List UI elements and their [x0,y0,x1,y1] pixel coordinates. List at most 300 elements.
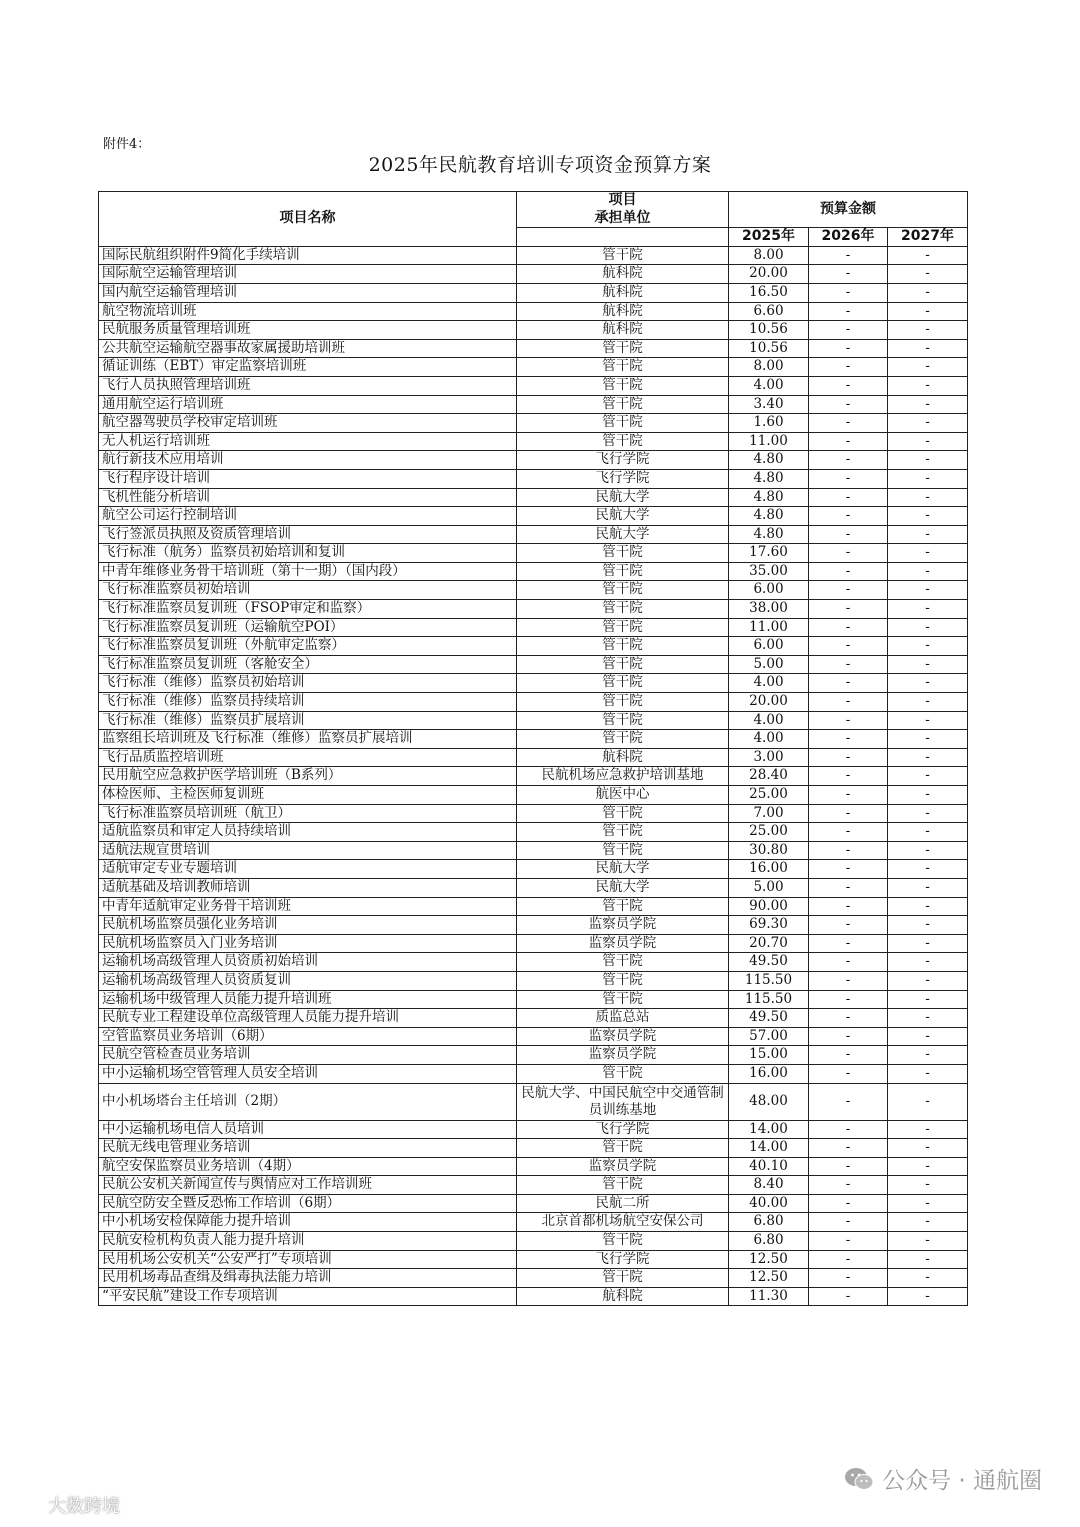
cell-project-name: 运输机场中级管理人员能力提升培训班 [99,990,517,1009]
table-row [99,321,968,340]
cell-budget-2027: - [888,414,968,433]
cell-budget-2026: - [809,376,888,395]
cell-undertaking-unit: 管干院 [517,1139,729,1158]
cell-budget-2027: - [888,1194,968,1213]
cell-project-name: 飞行标准监察员初始培训 [99,581,517,600]
cell-project-name: 监察组长培训班及飞行标准（维修）监察员扩展培训 [99,730,517,749]
cell-undertaking-unit: 管干院 [517,376,729,395]
cell-budget-2025: 40.00 [729,1194,809,1213]
cell-budget-2026: - [809,897,888,916]
cell-project-name: 飞行签派员执照及资质管理培训 [99,525,517,544]
cell-project-name: 运输机场高级管理人员资质复训 [99,971,517,990]
cell-budget-2025: 11.00 [729,432,809,451]
cell-undertaking-unit: 管干院 [517,637,729,656]
cell-undertaking-unit: 北京首都机场航空安保公司 [517,1213,729,1232]
cell-budget-2025: 5.00 [729,878,809,897]
cell-project-name: 航空器驾驶员学校审定培训班 [99,414,517,433]
cell-project-name: 飞行标准（维修）监察员持续培训 [99,693,517,712]
table-row [99,246,968,265]
cell-budget-2025: 8.40 [729,1176,809,1195]
cell-project-name: 航空安保监察员业务培训（4期） [99,1157,517,1176]
cell-budget-2026: - [809,1269,888,1288]
header-year-2026: 2026年 [809,228,888,247]
cell-budget-2025: 49.50 [729,953,809,972]
cell-project-name: 适航审定专业专题培训 [99,860,517,879]
cell-budget-2025: 57.00 [729,1027,809,1046]
cell-undertaking-unit: 监察员学院 [517,1157,729,1176]
table-row [99,934,968,953]
document-title: 2025年民航教育培训专项资金预算方案 [368,154,712,176]
table-row [99,358,968,377]
cell-budget-2027: - [888,507,968,526]
table-row [99,1027,968,1046]
cell-undertaking-unit: 民航二所 [517,1194,729,1213]
watermark-wechat [844,1462,1042,1495]
cell-project-name: 民航服务质量管理培训班 [99,321,517,340]
table-row [99,432,968,451]
table-row [99,637,968,656]
cell-budget-2025: 1.60 [729,414,809,433]
cell-budget-2025: 7.00 [729,804,809,823]
table-row [99,1064,968,1083]
cell-budget-2025: 14.00 [729,1139,809,1158]
header-undertaking-unit [517,192,729,228]
cell-budget-2027: - [888,767,968,786]
cell-budget-2026: - [809,246,888,265]
watermark-weibo [8,1492,120,1518]
cell-project-name: 国际航空运输管理培训 [99,265,517,284]
cell-budget-2026: - [809,358,888,377]
cell-budget-2026: - [809,507,888,526]
cell-undertaking-unit: 航科院 [517,321,729,340]
cell-budget-2025: 4.80 [729,488,809,507]
cell-budget-2025: 25.00 [729,823,809,842]
cell-budget-2025: 16.00 [729,860,809,879]
cell-budget-2025: 12.50 [729,1269,809,1288]
cell-budget-2025: 10.56 [729,339,809,358]
cell-budget-2027: - [888,544,968,563]
cell-budget-2026: - [809,1287,888,1306]
cell-project-name: 中青年适航审定业务骨干培训班 [99,897,517,916]
table-row [99,302,968,321]
cell-budget-2025: 48.00 [729,1083,809,1120]
cell-project-name: 适航监察员和审定人员持续培训 [99,823,517,842]
cell-undertaking-unit: 管干院 [517,562,729,581]
cell-project-name: 无人机运行培训班 [99,432,517,451]
cell-undertaking-unit: 管干院 [517,1269,729,1288]
table-row [99,674,968,693]
cell-budget-2025: 20.70 [729,934,809,953]
cell-undertaking-unit: 管干院 [517,414,729,433]
cell-undertaking-unit: 管干院 [517,990,729,1009]
cell-budget-2027: - [888,730,968,749]
cell-budget-2027: - [888,600,968,619]
table-row [99,1250,968,1269]
cell-budget-2026: - [809,451,888,470]
cell-budget-2026: - [809,674,888,693]
cell-budget-2026: - [809,302,888,321]
cell-budget-2027: - [888,693,968,712]
cell-project-name: 飞行标准监察员复训班（外航审定监察） [99,637,517,656]
table-row [99,767,968,786]
cell-undertaking-unit: 管干院 [517,339,729,358]
cell-budget-2026: - [809,469,888,488]
cell-budget-2025: 28.40 [729,767,809,786]
cell-budget-2027: - [888,1176,968,1195]
cell-project-name: 飞行标准监察员复训班（FSOP审定和监察） [99,600,517,619]
table-row [99,581,968,600]
cell-budget-2027: - [888,823,968,842]
cell-project-name: 飞行程序设计培训 [99,469,517,488]
cell-undertaking-unit: 管干院 [517,711,729,730]
cell-project-name: 国际民航组织附件9简化手续培训 [99,246,517,265]
cell-budget-2025: 4.00 [729,674,809,693]
table-row [99,1157,968,1176]
cell-undertaking-unit: 航科院 [517,748,729,767]
table-row [99,1232,968,1251]
cell-project-name: 公共航空运输航空器事故家属援助培训班 [99,339,517,358]
cell-budget-2025: 90.00 [729,897,809,916]
cell-budget-2027: - [888,971,968,990]
cell-undertaking-unit: 管干院 [517,544,729,563]
cell-budget-2027: - [888,469,968,488]
header-unit-blank [517,228,729,247]
cell-undertaking-unit: 管干院 [517,1176,729,1195]
table-row [99,544,968,563]
table-row [99,804,968,823]
cell-undertaking-unit: 管干院 [517,358,729,377]
cell-budget-2025: 6.00 [729,581,809,600]
table-row [99,1120,968,1139]
cell-budget-2027: - [888,990,968,1009]
cell-undertaking-unit: 飞行学院 [517,1120,729,1139]
table-row [99,414,968,433]
cell-budget-2027: - [888,1064,968,1083]
wechat-icon [844,1466,874,1492]
cell-project-name: 飞行标准监察员培训班（航卫） [99,804,517,823]
cell-budget-2026: - [809,618,888,637]
table-row [99,376,968,395]
table-row [99,1009,968,1028]
cell-undertaking-unit: 监察员学院 [517,1027,729,1046]
cell-budget-2025: 4.80 [729,507,809,526]
header-budget-amount: 预算金额 [729,192,968,228]
table-row [99,451,968,470]
cell-budget-2027: - [888,488,968,507]
cell-project-name: 飞行标准监察员复训班（客舱安全） [99,655,517,674]
cell-budget-2025: 6.80 [729,1232,809,1251]
cell-project-name: 民航空防安全暨反恐怖工作培训（6期） [99,1194,517,1213]
cell-budget-2027: - [888,1269,968,1288]
cell-budget-2025: 16.00 [729,1064,809,1083]
cell-budget-2027: - [888,1027,968,1046]
cell-undertaking-unit: 管干院 [517,246,729,265]
cell-budget-2027: - [888,1083,968,1120]
cell-budget-2027: - [888,804,968,823]
table-row [99,525,968,544]
cell-budget-2025: 49.50 [729,1009,809,1028]
cell-budget-2025: 17.60 [729,544,809,563]
cell-budget-2026: - [809,786,888,805]
cell-budget-2027: - [888,897,968,916]
table-row [99,395,968,414]
cell-undertaking-unit: 飞行学院 [517,451,729,470]
cell-undertaking-unit: 管干院 [517,618,729,637]
cell-undertaking-unit: 管干院 [517,655,729,674]
cell-undertaking-unit: 管干院 [517,432,729,451]
cell-budget-2025: 6.60 [729,302,809,321]
table-row [99,600,968,619]
table-row [99,1176,968,1195]
cell-budget-2027: - [888,1139,968,1158]
cell-budget-2025: 3.40 [729,395,809,414]
cell-project-name: 民航专业工程建设单位高级管理人员能力提升培训 [99,1009,517,1028]
table-row [99,265,968,284]
cell-budget-2026: - [809,693,888,712]
cell-budget-2025: 3.00 [729,748,809,767]
cell-budget-2026: - [809,544,888,563]
table-row [99,971,968,990]
cell-budget-2026: - [809,1120,888,1139]
cell-project-name: 适航法规宣贯培训 [99,841,517,860]
header-unit-line1: 项目 [608,192,637,208]
cell-budget-2025: 4.80 [729,469,809,488]
cell-budget-2027: - [888,637,968,656]
table-row [99,916,968,935]
cell-project-name: 飞行人员执照管理培训班 [99,376,517,395]
cell-budget-2027: - [888,358,968,377]
cell-project-name: 飞机性能分析培训 [99,488,517,507]
cell-undertaking-unit: 质监总站 [517,1009,729,1028]
cell-budget-2027: - [888,916,968,935]
table-row [99,748,968,767]
table-row [99,990,968,1009]
cell-budget-2026: - [809,1083,888,1120]
table-row [99,562,968,581]
cell-budget-2027: - [888,265,968,284]
cell-budget-2025: 115.50 [729,990,809,1009]
table-row [99,730,968,749]
cell-budget-2025: 15.00 [729,1046,809,1065]
cell-undertaking-unit: 管干院 [517,971,729,990]
cell-project-name: 民航无线电管理业务培训 [99,1139,517,1158]
table-row [99,1213,968,1232]
cell-budget-2025: 11.00 [729,618,809,637]
cell-undertaking-unit: 民航机场应急救护培训基地 [517,767,729,786]
cell-budget-2027: - [888,1287,968,1306]
cell-budget-2027: - [888,711,968,730]
cell-undertaking-unit: 管干院 [517,600,729,619]
cell-budget-2025: 11.30 [729,1287,809,1306]
cell-budget-2025: 30.80 [729,841,809,860]
cell-budget-2025: 12.50 [729,1250,809,1269]
cell-budget-2027: - [888,878,968,897]
cell-budget-2026: - [809,581,888,600]
cell-budget-2025: 16.50 [729,283,809,302]
budget-table [98,191,968,1306]
cell-undertaking-unit: 管干院 [517,953,729,972]
cell-project-name: 民用航空应急救护医学培训班（B系列） [99,767,517,786]
cell-undertaking-unit: 民航大学 [517,525,729,544]
cell-budget-2025: 14.00 [729,1120,809,1139]
cell-budget-2027: - [888,1120,968,1139]
cell-budget-2027: - [888,246,968,265]
cell-undertaking-unit: 管干院 [517,823,729,842]
cell-project-name: 民用机场公安机关“公安严打”专项培训 [99,1250,517,1269]
cell-budget-2026: - [809,1250,888,1269]
header-year-2025: 2025年 [729,228,809,247]
table-row [99,469,968,488]
cell-budget-2027: - [888,618,968,637]
cell-budget-2025: 20.00 [729,265,809,284]
table-row [99,860,968,879]
table-row [99,1269,968,1288]
cell-budget-2026: - [809,823,888,842]
cell-budget-2027: - [888,934,968,953]
cell-budget-2026: - [809,767,888,786]
table-row [99,1046,968,1065]
cell-undertaking-unit: 管干院 [517,804,729,823]
cell-project-name: 中小机场塔台主任培训（2期） [99,1083,517,1120]
table-row [99,823,968,842]
cell-budget-2026: - [809,860,888,879]
cell-budget-2026: - [809,655,888,674]
cell-budget-2025: 8.00 [729,358,809,377]
table-row [99,693,968,712]
cell-budget-2026: - [809,841,888,860]
table-row [99,1083,968,1120]
cell-budget-2026: - [809,953,888,972]
cell-project-name: 民航空管检查员业务培训 [99,1046,517,1065]
cell-budget-2027: - [888,321,968,340]
cell-budget-2027: - [888,786,968,805]
cell-undertaking-unit: 管干院 [517,395,729,414]
cell-budget-2026: - [809,525,888,544]
cell-budget-2025: 35.00 [729,562,809,581]
cell-budget-2026: - [809,1232,888,1251]
cell-budget-2027: - [888,395,968,414]
cell-budget-2025: 8.00 [729,246,809,265]
table-row [99,655,968,674]
table-row [99,618,968,637]
table-row [99,1194,968,1213]
cell-undertaking-unit: 管干院 [517,897,729,916]
table-row [99,339,968,358]
cell-budget-2026: - [809,804,888,823]
cell-budget-2026: - [809,730,888,749]
table-row [99,897,968,916]
cell-budget-2026: - [809,265,888,284]
cell-budget-2027: - [888,1046,968,1065]
table-row [99,878,968,897]
cell-undertaking-unit: 管干院 [517,730,729,749]
cell-budget-2025: 5.00 [729,655,809,674]
cell-project-name: 航空物流培训班 [99,302,517,321]
cell-budget-2025: 40.10 [729,1157,809,1176]
cell-budget-2026: - [809,1027,888,1046]
cell-undertaking-unit: 管干院 [517,1232,729,1251]
table-row [99,1287,968,1306]
cell-budget-2026: - [809,1176,888,1195]
cell-project-name: 民航机场监察员入门业务培训 [99,934,517,953]
cell-project-name: 中青年维修业务骨干培训班（第十一期）（国内段） [99,562,517,581]
cell-budget-2026: - [809,1213,888,1232]
cell-budget-2027: - [888,432,968,451]
cell-undertaking-unit: 民航大学 [517,488,729,507]
header-unit-line2: 承担单位 [594,209,651,226]
cell-project-name: 中小机场安检保障能力提升培训 [99,1213,517,1232]
table-row [99,841,968,860]
cell-budget-2027: - [888,953,968,972]
cell-budget-2027: - [888,1009,968,1028]
cell-undertaking-unit: 航医中心 [517,786,729,805]
cell-project-name: 民航机场监察员强化业务培训 [99,916,517,935]
cell-undertaking-unit: 管干院 [517,1064,729,1083]
cell-project-name: 民航安检机构负责人能力提升培训 [99,1232,517,1251]
cell-undertaking-unit: 飞行学院 [517,469,729,488]
cell-project-name: 飞行标准（航务）监察员初始培训和复训 [99,544,517,563]
cell-undertaking-unit: 监察员学院 [517,1046,729,1065]
cell-budget-2026: - [809,600,888,619]
cell-budget-2026: - [809,395,888,414]
cell-budget-2026: - [809,990,888,1009]
cell-budget-2027: - [888,451,968,470]
cell-undertaking-unit: 管干院 [517,581,729,600]
cell-budget-2025: 4.80 [729,451,809,470]
cell-project-name: 运输机场高级管理人员资质初始培训 [99,953,517,972]
header-year-2027: 2027年 [888,228,968,247]
cell-undertaking-unit: 民航大学 [517,860,729,879]
cell-budget-2027: - [888,655,968,674]
cell-budget-2025: 4.00 [729,711,809,730]
cell-project-name: 飞行标准（维修）监察员初始培训 [99,674,517,693]
cell-budget-2026: - [809,637,888,656]
cell-project-name: 飞行标准（维修）监察员扩展培训 [99,711,517,730]
cell-budget-2027: - [888,1250,968,1269]
cell-undertaking-unit: 民航大学、中国民航空中交通管制员训练基地 [517,1083,729,1120]
cell-project-name: 国内航空运输管理培训 [99,283,517,302]
cell-budget-2027: - [888,860,968,879]
cell-budget-2027: - [888,562,968,581]
cell-undertaking-unit: 航科院 [517,265,729,284]
cell-undertaking-unit: 管干院 [517,693,729,712]
cell-project-name: 中小运输机场电信人员培训 [99,1120,517,1139]
cell-budget-2025: 38.00 [729,600,809,619]
table-row [99,283,968,302]
table-row [99,488,968,507]
cell-budget-2027: - [888,376,968,395]
cell-budget-2026: - [809,488,888,507]
cell-undertaking-unit: 监察员学院 [517,934,729,953]
cell-budget-2025: 115.50 [729,971,809,990]
cell-budget-2025: 6.00 [729,637,809,656]
cell-project-name: 航行新技术应用培训 [99,451,517,470]
cell-budget-2027: - [888,841,968,860]
cell-project-name: 适航基础及培训教师培训 [99,878,517,897]
cell-budget-2025: 6.80 [729,1213,809,1232]
cell-budget-2025: 10.56 [729,321,809,340]
cell-budget-2026: - [809,934,888,953]
table-row [99,711,968,730]
cell-budget-2025: 25.00 [729,786,809,805]
cell-project-name: 飞行品质监控培训班 [99,748,517,767]
table-row [99,953,968,972]
cell-undertaking-unit: 航科院 [517,283,729,302]
cell-undertaking-unit: 监察员学院 [517,916,729,935]
cell-budget-2027: - [888,581,968,600]
cell-budget-2026: - [809,1064,888,1083]
cell-budget-2026: - [809,414,888,433]
